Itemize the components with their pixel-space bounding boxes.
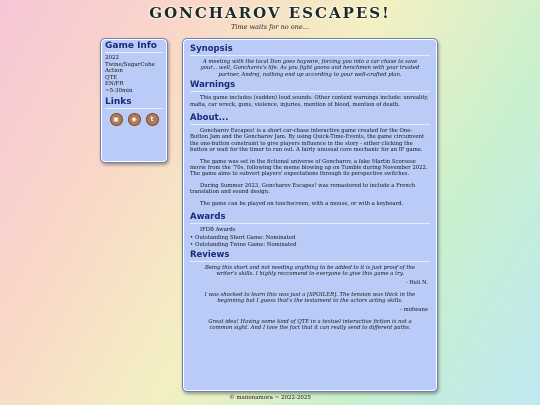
review-quote: Being this short and not needing anything to be added to it is just proof of the writer's skills. I highly reccomend to everyone to give this game a try. xyxy=(204,264,416,278)
site-title: GONCHAROV ESCAPES! xyxy=(149,4,391,22)
links-row xyxy=(105,113,163,126)
game-info-heading: Game Info xyxy=(105,41,163,53)
footer: © manonamora ~ 2022-2025 xyxy=(229,395,311,401)
tumblr-icon[interactable]: t xyxy=(146,113,159,126)
itchio-icon[interactable]: ◉ xyxy=(128,113,141,126)
award-list xyxy=(190,235,430,248)
info-language: EN/FR xyxy=(105,81,124,87)
about-paragraph: During Summer 2023, Goncharov Escapes! was remastered to include a French translation and sound design. xyxy=(190,182,416,196)
info-year: 2022 xyxy=(105,55,119,61)
info-genre: Action xyxy=(105,68,123,74)
page-header xyxy=(0,4,540,31)
award-item: • Outstanding Twine Game: Nominated xyxy=(190,242,430,248)
info-length: ~5-30min xyxy=(105,87,133,94)
about-paragraph: Goncharov Escapes! is a short car-chase interactive game created for the One-Button Jam and the Goncharov Jam. By using Quick-Time-Events, the game circumvent the one-button constraint to give players influence in the story - either clicking the button or wait for the timer to run out. A fairly unusual core mechanic for an IF game. xyxy=(190,128,425,154)
review-author: - midwane xyxy=(400,306,428,313)
review-quote: Great idea! Having some kind of QTE in a textuel interactive fiction is not a common sight. And I love the fact that it can really send to different paths. xyxy=(208,318,412,331)
game-info-sidebar xyxy=(100,38,168,163)
info-engine: Twine/SugarCube xyxy=(105,61,155,68)
site-tagline: Time waits for no one... xyxy=(231,23,309,31)
review-quote: I was shocked to learn this was just a [SPOILER]. The tension was thick in the beginning but I guess that's the testament to the actors acting skills. xyxy=(204,291,416,305)
award-item: • Outstanding Short Game: Nominated xyxy=(190,235,430,241)
review-author: - Heli N. xyxy=(405,279,428,286)
about-paragraph: The game can be played on touchscreen, with a mouse, or with a keyboard. xyxy=(200,200,404,207)
image-icon[interactable]: ▣ xyxy=(110,113,123,126)
synopsis-heading: Synopsis xyxy=(190,44,430,56)
awards-subheading: IFDB Awards xyxy=(200,227,236,234)
reviews-heading: Reviews xyxy=(190,250,430,262)
warnings-heading: Warnings xyxy=(190,80,430,92)
awards-heading: Awards xyxy=(190,212,430,224)
info-mechanic: QTE xyxy=(105,74,118,81)
synopsis-text: A meeting with the local Don goes haywire, forcing you into a car chase to save your... well, Goncharov's life. As you fight goons and henchmen with your trusted partner, Andrej, nothing end up according to your well-crafted plan. xyxy=(200,59,420,78)
links-heading: Links xyxy=(105,97,163,109)
warnings-text: This game includes (sudden) loud sounds. Other content warnings include: unreality, mafia, car wreck, guns, violence, injuries, mention of blood, mention of death. xyxy=(190,95,429,108)
main-content xyxy=(182,38,438,392)
about-paragraph: The game was set in the fictional universe of Goncharov, a fake Martin Scorsese movie from the '70s, following the meme blowing up on Tumble during November 2022. The game aims to subvert players' expectations through its perspective switches. xyxy=(190,158,428,178)
about-heading: About... xyxy=(190,113,430,125)
